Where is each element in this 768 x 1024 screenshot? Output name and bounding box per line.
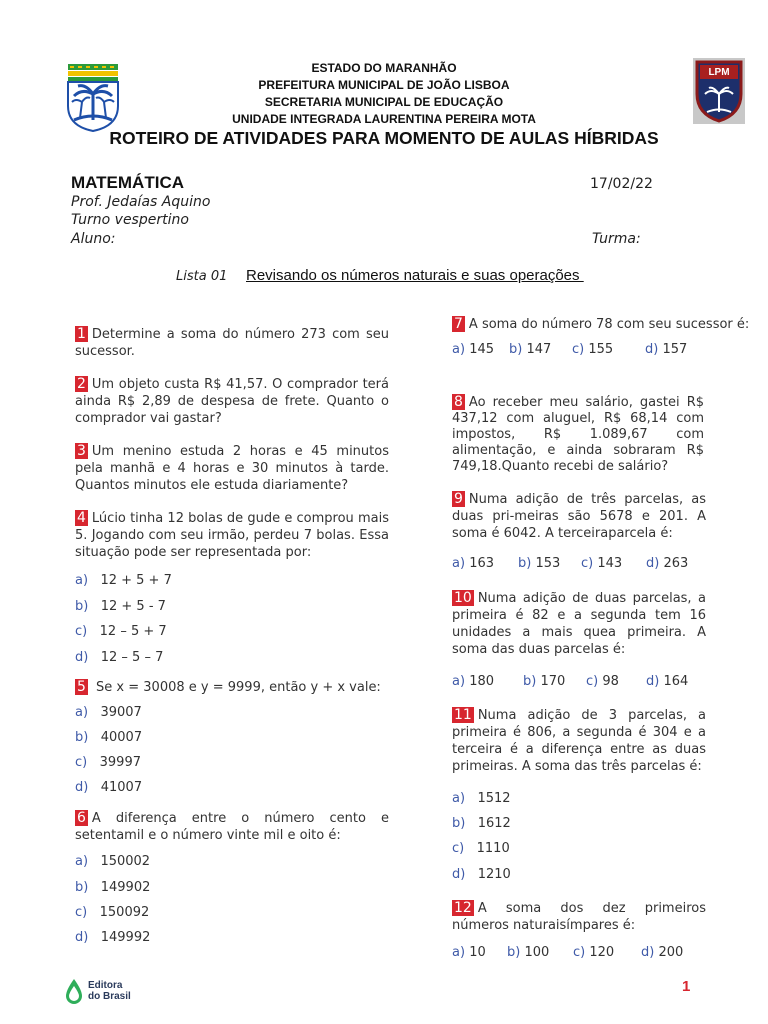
option-row — [452, 674, 752, 690]
question-number: 10 — [454, 590, 472, 606]
header-line: SECRETARIA MUNICIPAL DE EDUCAÇÃO — [264, 95, 504, 109]
question-2 — [75, 376, 389, 427]
professor-label: Prof. Jedaías Aquino — [71, 194, 211, 210]
option[interactable]: d) 149992 — [75, 930, 151, 945]
question-4 — [75, 510, 389, 561]
question-text: Ao receber meu salário, gastei R$ 437,12 com aluguel, R$ 68,14 com impostos, R$ 1.089,67 com alimentação, e ainda sobraram R$ 749,18.Quanto recebi de salário? — [452, 395, 704, 474]
option[interactable]: c) 155 — [572, 342, 614, 357]
question-8 — [452, 394, 704, 475]
page-number: 1 — [682, 978, 691, 995]
publisher-name: Editora do Brasil — [88, 980, 131, 1002]
option-row — [452, 342, 752, 358]
header-line: ESTADO DO MARANHÃO — [311, 61, 457, 75]
school-logo — [693, 58, 745, 124]
option[interactable]: c) 98 — [586, 674, 619, 689]
option[interactable]: c) 150092 — [75, 905, 150, 920]
option[interactable]: a) 10 — [452, 945, 486, 960]
question-text: Determine a soma do número 273 com seu sucessor. — [75, 327, 389, 359]
question-text: Numa adição de 3 parcelas, a primeira é 806, a segunda é 304 e a terceira é a diferença entre as duas primeiras. A soma das três parcelas é: — [452, 708, 706, 774]
option[interactable]: d) 12 – 5 – 7 — [75, 650, 164, 665]
option-row — [452, 945, 752, 961]
question-text: A soma do número 78 com seu sucessor é: — [468, 317, 750, 332]
option[interactable]: a) 12 + 5 + 7 — [75, 573, 172, 588]
option[interactable]: a) 39007 — [75, 705, 142, 720]
question-10 — [452, 590, 706, 658]
option[interactable]: d) 200 — [641, 945, 684, 960]
school-logo-text: LPM — [708, 67, 730, 78]
question-text: A diferença entre o número cento e setentamil e o número vinte mil e oito é: — [75, 811, 389, 843]
question-text: Se x = 30008 e y = 9999, então y + x vale: — [91, 680, 381, 695]
drop-icon — [64, 978, 84, 1006]
publisher-logo — [64, 978, 84, 1006]
header-line: PREFEITURA MUNICIPAL DE JOÃO LISBOA — [258, 78, 510, 92]
shift-label: Turno vespertino — [71, 212, 189, 228]
question-number: 8 — [454, 394, 463, 410]
question-text: A soma dos dez primeiros números naturaisímpares é: — [452, 901, 706, 933]
option[interactable]: c) 39997 — [75, 755, 141, 770]
class-label: Turma: — [592, 231, 641, 247]
option[interactable]: b) 40007 — [75, 730, 143, 745]
option[interactable]: a) 145 — [452, 342, 495, 357]
municipal-logo — [64, 62, 122, 132]
option[interactable]: d) 157 — [645, 342, 688, 357]
question-text: Numa adição de três parcelas, as duas pri-meiras são 5678 e 201. A soma é 6042. A terceiraparcela é: — [452, 492, 706, 541]
question-text: Um objeto custa R$ 41,57. O comprador terá ainda R$ 2,89 de despesa de frete. Quanto o comprador vai gastar? — [75, 377, 389, 426]
option[interactable]: a) 180 — [452, 674, 495, 689]
option[interactable]: a) 163 — [452, 556, 495, 571]
question-text: Numa adição de duas parcelas, a primeira é 82 e a segunda tem 16 unidades a mais quea primeira. A soma das duas parcelas é: — [452, 591, 706, 657]
list-label: Lista 01 — [176, 269, 228, 284]
option[interactable]: b) 1612 — [452, 816, 511, 831]
question-3 — [75, 443, 389, 494]
question-9 — [452, 491, 706, 542]
option[interactable]: d) 41007 — [75, 780, 143, 795]
question-5 — [75, 679, 389, 696]
question-number: 7 — [454, 316, 463, 332]
question-number: 3 — [77, 443, 86, 459]
option-row — [452, 556, 752, 572]
option[interactable]: d) 263 — [646, 556, 689, 571]
subject-label: MATEMÁTICA — [71, 173, 184, 192]
question-7 — [452, 316, 752, 333]
option[interactable]: d) 164 — [646, 674, 689, 689]
question-number: 1 — [77, 326, 86, 342]
question-number: 12 — [454, 900, 472, 916]
option[interactable]: c) 12 – 5 + 7 — [75, 624, 167, 639]
question-number: 6 — [77, 810, 86, 826]
page-title: ROTEIRO DE ATIVIDADES PARA MOMENTO DE AULAS HÍBRIDAS — [109, 128, 659, 148]
option[interactable]: b) 149902 — [75, 880, 151, 895]
option[interactable]: b) 147 — [509, 342, 552, 357]
header-line: UNIDADE INTEGRADA LAURENTINA PEREIRA MOTA — [232, 112, 536, 126]
question-12 — [452, 900, 706, 934]
option[interactable]: a) 1512 — [452, 791, 511, 806]
question-1 — [75, 326, 389, 360]
option[interactable]: b) 100 — [507, 945, 550, 960]
option[interactable]: a) 150002 — [75, 854, 151, 869]
option[interactable]: b) 153 — [518, 556, 561, 571]
question-11 — [452, 707, 706, 775]
option[interactable]: c) 120 — [573, 945, 615, 960]
question-number: 11 — [454, 707, 472, 723]
question-number: 4 — [77, 510, 86, 526]
question-6 — [75, 810, 389, 844]
question-text: Lúcio tinha 12 bolas de gude e comprou mais 5. Jogando com seu irmão, perdeu 7 bolas. Essa situação pode ser representada por: — [75, 511, 389, 560]
student-label: Aluno: — [71, 231, 116, 247]
option[interactable]: c) 143 — [581, 556, 623, 571]
date-label: 17/02/22 — [590, 176, 653, 192]
question-number: 2 — [77, 376, 86, 392]
question-number: 9 — [454, 491, 463, 507]
question-text: Um menino estuda 2 horas e 45 minutos pela manhã e 4 horas e 30 minutos à tarde. Quantos minutos ele estuda diariamente? — [75, 444, 389, 493]
option[interactable]: b) 170 — [523, 674, 566, 689]
option[interactable]: c) 1110 — [452, 841, 510, 856]
option[interactable]: b) 12 + 5 - 7 — [75, 599, 166, 614]
palm-tree-emblem-icon — [64, 62, 122, 132]
question-number: 5 — [77, 679, 86, 695]
option[interactable]: d) 1210 — [452, 867, 511, 882]
list-title: Revisando os números naturais e suas operações — [246, 267, 584, 284]
